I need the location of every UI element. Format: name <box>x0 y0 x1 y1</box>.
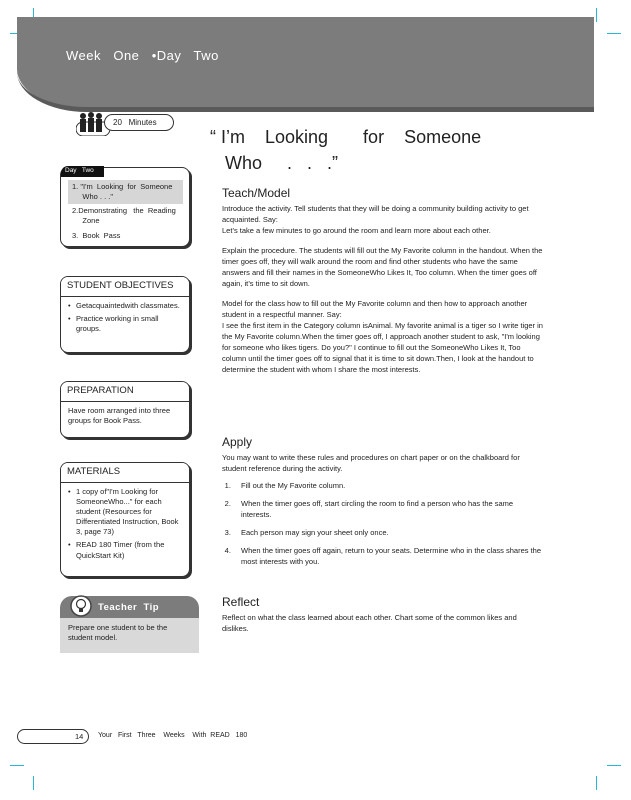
list-item <box>68 301 183 311</box>
footer-text: Your First Three Weeks With READ 180 <box>98 732 248 739</box>
page-title: “ I’m Looking for Someone Who . . .” <box>210 127 482 173</box>
reflect-section <box>222 597 544 643</box>
day-agenda-box <box>60 167 190 247</box>
list-item <box>68 314 183 334</box>
bullet: • <box>68 300 71 310</box>
agenda-item: 1. "I'm Looking for Someone Who . . ." <box>68 180 183 204</box>
paragraph: Introduce the activity. Tell students that they will be doing a community building activity to get acquainted. Say: <box>222 204 529 224</box>
timer-label: 20 Minutes <box>113 118 157 127</box>
lightbulb-icon <box>70 595 92 617</box>
teach-model-section <box>222 188 544 384</box>
list-item <box>68 487 183 538</box>
header-band <box>17 17 594 109</box>
paragraph: Explain the procedure. The students will fill out the My Favorite column in the handout. When the timer goes off, they will walk around the room and find other students who have the same answers and fill their names in the SomeoneWho Likes It, Too column. When the timer goes off again, it’s time to sit down. <box>222 246 543 288</box>
crop-mark <box>10 765 24 766</box>
objectives-title: STUDENT OBJECTIVES <box>61 277 189 297</box>
teacher-tip-text: Prepare one student to be the student model. <box>60 618 199 653</box>
agenda-item: 3. Book Pass <box>72 230 121 240</box>
list-item <box>68 540 183 560</box>
section-heading: Reflect <box>222 595 260 609</box>
bullet: • <box>68 313 71 323</box>
list-item: 1. Fill out the My Favorite column. <box>233 480 544 491</box>
objective-text: Practice working in small groups. <box>76 313 159 334</box>
bullet: • <box>68 540 71 550</box>
material-text: READ 180 Timer (from the QuickStart Kit) <box>76 540 165 560</box>
paragraph: Let’s take a few minutes to go around the room and learn more about each other. <box>222 226 491 235</box>
list-item: 2. When the timer goes off, start circling the room to find a person who has the same interests. <box>233 498 544 520</box>
day-tab: Day Two <box>61 166 104 177</box>
page-number: 14 <box>75 732 84 741</box>
preparation-text: Have room arranged into three groups for Book Pass. <box>68 405 171 425</box>
materials-box <box>60 462 190 577</box>
teacher-tip-title: Teacher Tip <box>98 602 160 613</box>
objective-text: Getacquaintedwith classmates. <box>76 300 180 310</box>
preparation-title: PREPARATION <box>61 382 189 402</box>
agenda-item: 2.Demonstrating the Reading Zone <box>72 206 176 226</box>
crop-mark <box>607 765 621 766</box>
crop-mark <box>596 8 597 22</box>
paragraph: Reflect on what the class learned about each other. Chart some of the common likes and dislikes. <box>222 613 517 633</box>
materials-title: MATERIALS <box>61 463 189 483</box>
section-heading: Teach/Model <box>222 186 291 200</box>
page-number-pill <box>17 729 89 744</box>
paragraph: I see the first item in the Category column isAnimal. My favorite animal is a tiger so I write tiger in the My Favorite column.When the timer goes off, I approach another student to ask, "I'm looking for someone who likes tigers. Do you?" I continue to fill out the SomeoneWho Likes It, Too column until the timer goes off to signal that it is time to sit down.Then, I look at the handout to determine the student with whom I share the most interests. <box>222 321 543 374</box>
paragraph: You may want to write these rules and procedures on chart paper or on the chalkboard for student reference during the activity. <box>222 453 520 473</box>
crop-mark <box>596 776 597 790</box>
paragraph: Model for the class how to fill out the My Favorite column and then how to approach another student in a respectful manner. Say: <box>222 299 528 319</box>
objectives-box <box>60 276 190 353</box>
apply-section <box>222 437 544 574</box>
material-text: 1 copy of"I'm Looking for SomeoneWho..." for each student (Resources for Differentiated Instruction, Book 3, page 73) <box>76 486 179 537</box>
list-item: 4. When the timer goes off again, return to your seats. Determine who in the class shares the most interests with you. <box>233 545 544 567</box>
timer-pill <box>104 114 174 131</box>
list-item: 3. Each person may sign your sheet only once. <box>233 527 544 538</box>
bullet: • <box>68 486 71 496</box>
crop-mark <box>607 33 621 34</box>
crop-mark <box>33 776 34 790</box>
section-heading: Apply <box>222 435 253 449</box>
header-title: Week One •Day Two <box>66 48 219 63</box>
preparation-box <box>60 381 190 438</box>
